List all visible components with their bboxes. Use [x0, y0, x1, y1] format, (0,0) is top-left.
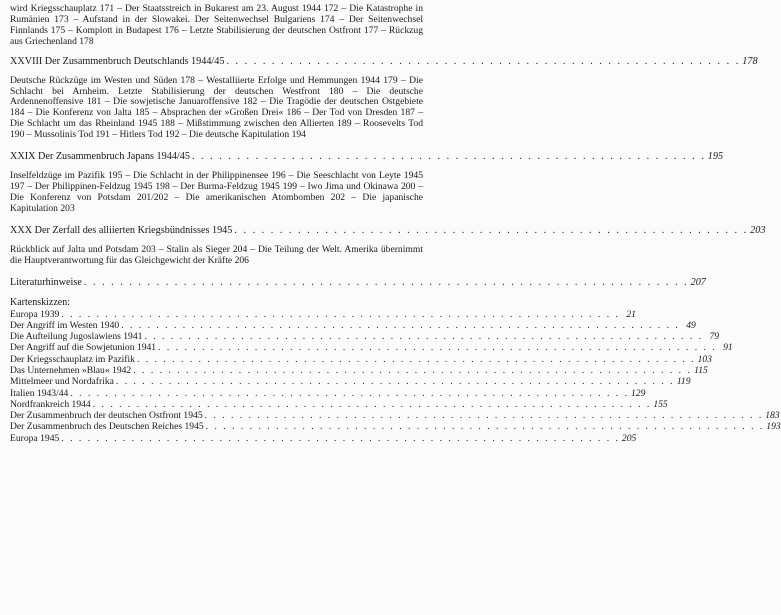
chapter-page-number: 203 [750, 224, 766, 236]
toc-literature-entry[interactable] [10, 276, 706, 289]
leader-dots: . . . . . . . . . . . . . . . . . . . . . . . . . . . . . . . . . . . . . . . . . . . . . . . . . . . . . . . . . . . . . . . . [158, 342, 717, 354]
map-title: Europa 1939 [10, 308, 60, 320]
map-page-number: 91 [723, 342, 733, 354]
leader-dots: . . . . . . . . . . . . . . . . . . . . . . . . . . . . . . . . . . . . . . . . . . . . . . . . . . . . . . . . . . . . . . . . [136, 353, 696, 365]
map-title: Nordfrankreich 1944 [10, 398, 91, 410]
literature-title: Literaturhinweise [10, 276, 82, 288]
map-title: Europa 1945 [10, 432, 60, 444]
map-title: Italien 1943/44 [10, 387, 69, 399]
map-entry[interactable] [10, 398, 668, 410]
map-entry[interactable] [10, 432, 637, 444]
leader-dots: . . . . . . . . . . . . . . . . . . . . . . . . . . . . . . . . . . . . . . . . . . . . . . . . . . . . . . . . . . . . . . . . [205, 421, 765, 433]
map-entry[interactable] [10, 342, 733, 354]
leader-dots: . . . . . . . . . . . . . . . . . . . . . . . . . . . . . . . . . . . . . . . . . . . . . . . . . . . . . . . . . [226, 55, 741, 67]
leader-dots: . . . . . . . . . . . . . . . . . . . . . . . . . . . . . . . . . . . . . . . . . . . . . . . . . . . . . . . . . . . . . . . . [92, 398, 652, 410]
map-title: Die Aufteilung Jugoslawiens 1941 [10, 331, 143, 343]
leader-dots: . . . . . . . . . . . . . . . . . . . . . . . . . . . . . . . . . . . . . . . . . . . . . . . . . . . . . . . . . . . . . . . . [133, 364, 692, 376]
map-page-number: 205 [621, 432, 637, 444]
toc-paragraph-chapter27-tail: wird Kriegsschauplatz 171 – Der Staatsstreich in Bukarest am 23. August 1944 172 – Die Katastrophe in Rumänien 173 – Aufstand in der Slowakei. Der Seitenwechsel Bulgariens 174 – Der Seitenwechsel Finnlands 175 – Komplott in Budapest 176 – Letzte Stabilisierung der deutschen Ostfront 177 – Rückzug aus Griechenland 178 [10, 3, 423, 47]
leader-dots: . . . . . . . . . . . . . . . . . . . . . . . . . . . . . . . . . . . . . . . . . . . . . . . . . . . . . . . . . [191, 151, 706, 163]
map-page-number: 103 [697, 353, 712, 365]
toc-chapter-30[interactable] [10, 224, 766, 237]
map-entry[interactable] [10, 319, 696, 331]
map-entry[interactable] [10, 410, 780, 422]
chapter-title: XXX Der Zerfall des alliierten Kriegsbündnisses 1945 [10, 224, 233, 236]
map-entry[interactable] [10, 331, 720, 343]
map-title: Der Kriegsschauplatz im Pazifik [10, 353, 135, 365]
map-page-number: 21 [626, 308, 636, 320]
toc-chapter-28[interactable] [10, 55, 758, 68]
map-page-number: 49 [686, 319, 696, 331]
toc-paragraph-chapter28: Deutsche Rückzüge im Westen und Süden 178 – Westalliierte Erfolge und Hemmungen 1944 179 – Die Schlacht bei Arnheim. Letzte Stabilisierung der deutschen Westfront 180 – Die deutsche Ardennenoffensive 181 – Die sowjetische Januaroffensive 182 – Die Tragödie der deutschen Ostgebiete 184 – Die Konferenz von Jalta 185 – Absprachen der »Großen Drei« 186 – Der Tod von Dresden 187 – Die Schlacht um das Rheinland 1945 188 – Mißstimmung zwischen den Allierten 189 – Roosevelts Tod 190 – Mussolinis Tod 191 – Hitlers Tod 192 – Die deutsche Kapitulation 194 [10, 74, 423, 141]
toc-chapter-29[interactable] [10, 151, 724, 163]
toc-paragraph-chapter30: Rückblick auf Jalta und Potsdam 203 – Stalin als Sieger 204 – Die Teilung der Welt. Amerika übernimmt die Hauptverantwortung für das Gleichgewicht der Kräfte 206 [10, 243, 423, 266]
leader-dots: . . . . . . . . . . . . . . . . . . . . . . . . . . . . . . . . . . . . . . . . . . . . . . . . . . . . . . . . . . . . . . . . [70, 387, 629, 399]
map-title: Das Unternehmen »Blau« 1942 [10, 364, 132, 376]
map-entry[interactable] [10, 421, 781, 433]
map-title: Der Angriff im Westen 1940 [10, 319, 120, 331]
map-page-number: 79 [709, 331, 720, 343]
leader-dots: . . . . . . . . . . . . . . . . . . . . . . . . . . . . . . . . . . . . . . . . . . . . . . . . . . . . . . . . . . . . . . . . [204, 410, 764, 422]
chapter-title: XXIX Der Zusammenbruch Japans 1944/45 [10, 151, 190, 163]
leader-dots: . . . . . . . . . . . . . . . . . . . . . . . . . . . . . . . . . . . . . . . . . . . . . . . . . . . . . . . . . . . . . . . . [121, 319, 680, 331]
map-page-number: 193 [766, 421, 781, 433]
chapter-title: XXVIII Der Zusammenbruch Deutschlands 1944/45 [10, 55, 225, 67]
map-entry[interactable] [10, 387, 646, 399]
leader-dots: . . . . . . . . . . . . . . . . . . . . . . . . . . . . . . . . . . . . . . . . . . . . . . . . . . . . . . . . . . . . . . . . [61, 432, 620, 444]
leader-dots: . . . . . . . . . . . . . . . . . . . . . . . . . . . . . . . . . . . . . . . . . . . . . . . . . . . . . . . . . [234, 224, 749, 236]
map-page-number: 129 [630, 387, 646, 399]
map-title: Der Zusammenbruch des Deutschen Reiches 1945 [10, 421, 204, 433]
map-page-number: 183 [765, 410, 780, 422]
maps-list [10, 308, 781, 445]
map-title: Mittelmeer und Nordafrika [10, 376, 114, 388]
leader-dots: . . . . . . . . . . . . . . . . . . . . . . . . . . . . . . . . . . . . . . . . . . . . . . . . . . . . . . . . . . . . . . . . [61, 308, 620, 320]
map-entry[interactable] [10, 364, 708, 376]
map-page-number: 119 [676, 376, 691, 388]
leader-dots: . . . . . . . . . . . . . . . . . . . . . . . . . . . . . . . . . . . . . . . . . . . . . . . . . . . . . . . . . . . . . . . . [115, 376, 675, 388]
leader-dots: . . . . . . . . . . . . . . . . . . . . . . . . . . . . . . . . . . . . . . . . . . . . . . . . . . . . . . . . . . . . . . . . [144, 331, 704, 343]
literature-page-number: 207 [690, 276, 706, 288]
map-page-number: 155 [653, 398, 668, 410]
leader-dots: . . . . . . . . . . . . . . . . . . . . . . . . . . . . . . . . . . . . . . . . . . . . . . . . . . . . . . . . . . . . . . . . . . . [83, 276, 689, 288]
map-entry[interactable] [10, 353, 712, 365]
map-entry[interactable] [10, 308, 636, 320]
chapter-page-number: 195 [707, 151, 724, 163]
maps-heading: Kartenskizzen: [10, 296, 70, 308]
map-title: Der Angriff auf die Sowjetunion 1941 [10, 342, 157, 354]
toc-paragraph-chapter29: Inselfeldzüge im Pazifik 195 – Die Schlacht in der Philippinensee 196 – Die Seeschlacht von Leyte 1945 197 – Der Philippinen-Feldzug 1945 198 – Der Burma-Feldzug 1945 199 – Iwo Jima und Okinawa 200 – Die Konferenz von Potsdam 201/202 – Die amerikanischen Atombomben 202 – Die japanische Kapitulation 203 [10, 170, 423, 214]
map-entry[interactable] [10, 376, 691, 388]
chapter-page-number: 178 [742, 55, 758, 67]
map-page-number: 115 [694, 364, 708, 376]
map-title: Der Zusammenbruch der deutschen Ostfront 1945 [10, 410, 203, 422]
